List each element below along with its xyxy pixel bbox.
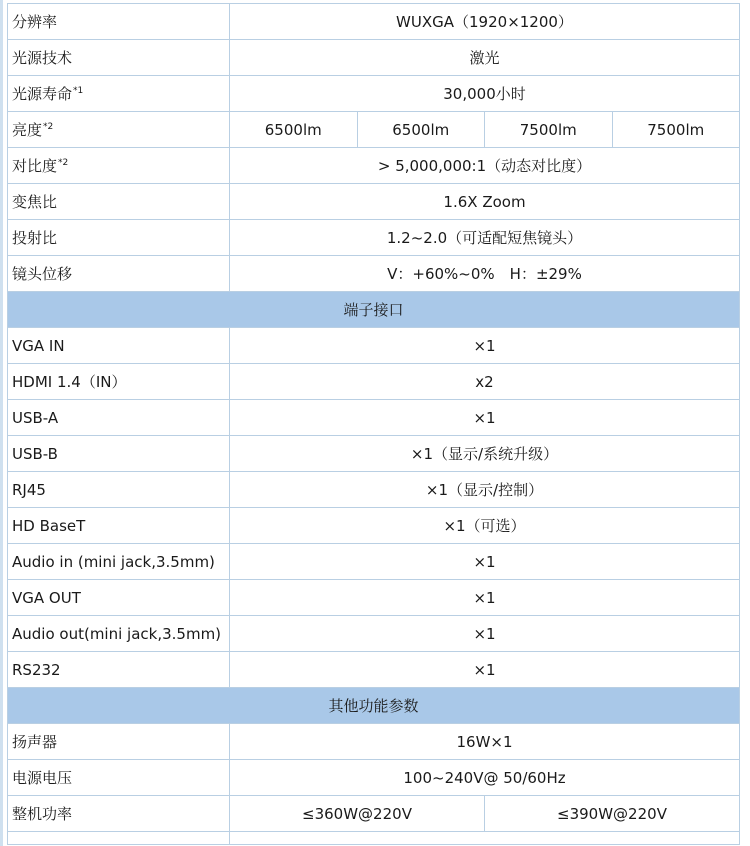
spec-row bbox=[8, 184, 740, 220]
spec-row bbox=[8, 652, 740, 688]
spec-value: 16W×1 bbox=[230, 724, 740, 760]
spec-label-cell bbox=[8, 220, 230, 256]
spec-value: ×1 bbox=[230, 652, 740, 688]
spec-label: Audio out(mini jack,3.5mm) bbox=[12, 624, 222, 643]
spec-value bbox=[230, 832, 740, 845]
spec-label-cell bbox=[8, 544, 230, 580]
spec-row bbox=[8, 760, 740, 796]
spec-label-cell bbox=[8, 796, 230, 832]
spec-value: ≤360W@220V bbox=[230, 796, 485, 832]
spec-value: 6500lm bbox=[230, 112, 358, 148]
spec-label: HD BaseT bbox=[12, 516, 86, 535]
spec-label-cell bbox=[8, 364, 230, 400]
spec-label: 投射比 bbox=[12, 229, 58, 247]
spec-label-cell bbox=[8, 436, 230, 472]
spec-value: ×1（可选） bbox=[230, 508, 740, 544]
spec-row bbox=[8, 364, 740, 400]
spec-label: 亮度 bbox=[12, 121, 43, 139]
spec-label-cell bbox=[8, 760, 230, 796]
spec-row bbox=[8, 40, 740, 76]
spec-label-cell bbox=[8, 184, 230, 220]
spec-row bbox=[8, 400, 740, 436]
spec-label-cell bbox=[8, 148, 230, 184]
spec-row bbox=[8, 472, 740, 508]
spec-row bbox=[8, 112, 740, 148]
spec-value: > 5,000,000:1（动态对比度） bbox=[230, 148, 740, 184]
spec-label-cell bbox=[8, 40, 230, 76]
spec-label-cell bbox=[8, 616, 230, 652]
spec-row bbox=[8, 328, 740, 364]
spec-label: 电源电压 bbox=[12, 769, 73, 787]
spec-label-cell bbox=[8, 832, 230, 845]
spec-value: 6500lm bbox=[357, 112, 485, 148]
spec-value: WUXGA（1920×1200） bbox=[230, 4, 740, 40]
spec-row bbox=[8, 580, 740, 616]
spec-label: 变焦比 bbox=[12, 193, 58, 211]
spec-label-cell bbox=[8, 4, 230, 40]
spec-row bbox=[8, 256, 740, 292]
spec-value: ×1 bbox=[230, 544, 740, 580]
page-edge bbox=[0, 0, 3, 846]
spec-value: ≤390W@220V bbox=[485, 796, 740, 832]
spec-value: 7500lm bbox=[485, 112, 613, 148]
spec-label: 对比度 bbox=[12, 157, 58, 175]
spec-row bbox=[8, 148, 740, 184]
spec-row bbox=[8, 724, 740, 760]
spec-value: ×1（显示/控制） bbox=[230, 472, 740, 508]
spec-label: 镜头位移 bbox=[12, 265, 73, 283]
spec-value: ×1 bbox=[230, 580, 740, 616]
spec-value: ×1（显示/系统升级） bbox=[230, 436, 740, 472]
spec-row bbox=[8, 508, 740, 544]
spec-row bbox=[8, 76, 740, 112]
section-header-row bbox=[8, 292, 740, 328]
spec-table bbox=[7, 3, 740, 845]
spec-value: V：+60%~0% H：±29% bbox=[230, 256, 740, 292]
spec-value: 1.6X Zoom bbox=[230, 184, 740, 220]
spec-label-cell bbox=[8, 724, 230, 760]
cut-off-row bbox=[8, 832, 740, 845]
spec-label: 分辨率 bbox=[12, 13, 58, 31]
section-header-row bbox=[8, 688, 740, 724]
spec-value: 30,000小时 bbox=[230, 76, 740, 112]
spec-value: ×1 bbox=[230, 400, 740, 436]
spec-label-cell bbox=[8, 472, 230, 508]
spec-label: 光源技术 bbox=[12, 49, 73, 67]
spec-label: Audio in (mini jack,3.5mm) bbox=[12, 552, 215, 571]
spec-row bbox=[8, 544, 740, 580]
spec-value: 1.2~2.0（可适配短焦镜头） bbox=[230, 220, 740, 256]
section-title: 端子接口 bbox=[8, 292, 740, 328]
spec-value: 100~240V@ 50/60Hz bbox=[230, 760, 740, 796]
section-title: 其他功能参数 bbox=[8, 688, 740, 724]
spec-row bbox=[8, 616, 740, 652]
spec-row bbox=[8, 796, 740, 832]
spec-label: 整机功率 bbox=[12, 805, 73, 823]
spec-label: 光源寿命 bbox=[12, 85, 73, 103]
spec-row bbox=[8, 4, 740, 40]
spec-label-cell bbox=[8, 580, 230, 616]
spec-label: VGA OUT bbox=[12, 588, 81, 607]
spec-row bbox=[8, 436, 740, 472]
spec-label-cell bbox=[8, 400, 230, 436]
spec-label-cell bbox=[8, 256, 230, 292]
spec-label-cell bbox=[8, 328, 230, 364]
spec-label: HDMI 1.4（IN） bbox=[12, 373, 127, 391]
spec-label: 扬声器 bbox=[12, 733, 58, 751]
spec-value: x2 bbox=[230, 364, 740, 400]
spec-label: USB-A bbox=[12, 408, 59, 427]
footnote-marker: *2 bbox=[58, 158, 69, 168]
spec-label: RS232 bbox=[12, 660, 61, 679]
spec-value: 7500lm bbox=[612, 112, 740, 148]
spec-label: USB-B bbox=[12, 444, 58, 463]
spec-label-cell bbox=[8, 112, 230, 148]
spec-value: ×1 bbox=[230, 328, 740, 364]
spec-value: 激光 bbox=[230, 40, 740, 76]
spec-value: ×1 bbox=[230, 616, 740, 652]
footnote-marker: *1 bbox=[73, 86, 84, 96]
spec-label-cell bbox=[8, 508, 230, 544]
spec-label: VGA IN bbox=[12, 336, 65, 355]
spec-label: RJ45 bbox=[12, 480, 46, 499]
spec-row bbox=[8, 220, 740, 256]
spec-label-cell bbox=[8, 76, 230, 112]
footnote-marker: *2 bbox=[43, 122, 54, 132]
spec-label-cell bbox=[8, 652, 230, 688]
